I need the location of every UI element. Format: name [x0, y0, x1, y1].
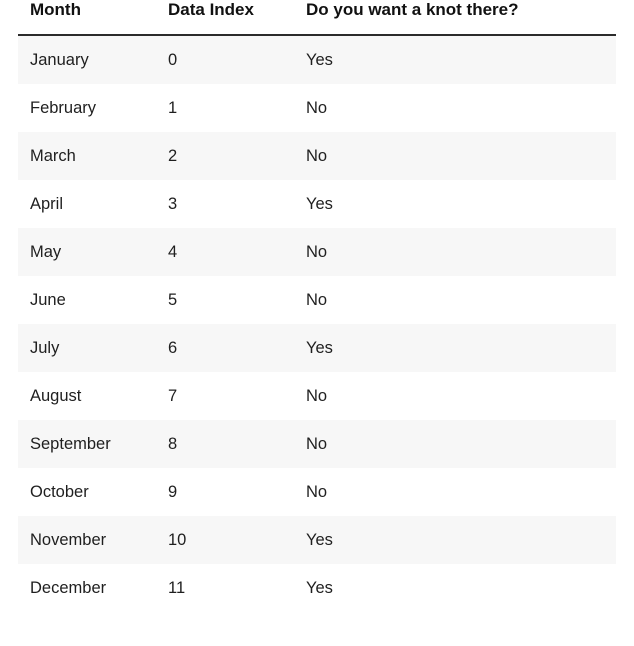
cell-knot: Yes [304, 564, 616, 612]
table-body [18, 35, 616, 612]
months-knots-table [18, 0, 616, 612]
table-row [18, 564, 616, 612]
table-row [18, 180, 616, 228]
cell-month: May [18, 228, 166, 276]
cell-data-index: 7 [166, 372, 304, 420]
table-row [18, 132, 616, 180]
table-header-row [18, 0, 616, 35]
cell-knot: Yes [304, 35, 616, 84]
table-row [18, 228, 616, 276]
cell-knot: No [304, 372, 616, 420]
cell-month: August [18, 372, 166, 420]
cell-knot: No [304, 228, 616, 276]
table-row [18, 35, 616, 84]
table-row [18, 468, 616, 516]
column-header-knot-question: Do you want a knot there? [304, 0, 616, 35]
cell-knot: Yes [304, 180, 616, 228]
table-header [18, 0, 616, 35]
table-row [18, 276, 616, 324]
cell-data-index: 3 [166, 180, 304, 228]
cell-data-index: 8 [166, 420, 304, 468]
column-header-month: Month [18, 0, 166, 35]
cell-month: December [18, 564, 166, 612]
cell-data-index: 10 [166, 516, 304, 564]
cell-data-index: 9 [166, 468, 304, 516]
cell-month: February [18, 84, 166, 132]
cell-knot: Yes [304, 516, 616, 564]
cell-month: April [18, 180, 166, 228]
cell-month: January [18, 35, 166, 84]
cell-knot: No [304, 84, 616, 132]
table-row [18, 516, 616, 564]
table-row [18, 420, 616, 468]
cell-data-index: 11 [166, 564, 304, 612]
cell-knot: No [304, 468, 616, 516]
table-row [18, 324, 616, 372]
cell-month: July [18, 324, 166, 372]
cell-data-index: 1 [166, 84, 304, 132]
cell-month: November [18, 516, 166, 564]
cell-month: June [18, 276, 166, 324]
cell-knot: No [304, 276, 616, 324]
cell-data-index: 2 [166, 132, 304, 180]
cell-data-index: 0 [166, 35, 304, 84]
cell-month: March [18, 132, 166, 180]
table-row [18, 84, 616, 132]
cell-month: October [18, 468, 166, 516]
cell-data-index: 6 [166, 324, 304, 372]
cell-knot: No [304, 132, 616, 180]
cell-knot: Yes [304, 324, 616, 372]
cell-data-index: 4 [166, 228, 304, 276]
cell-data-index: 5 [166, 276, 304, 324]
cell-knot: No [304, 420, 616, 468]
column-header-data-index: Data Index [166, 0, 304, 35]
table-row [18, 372, 616, 420]
cell-month: September [18, 420, 166, 468]
